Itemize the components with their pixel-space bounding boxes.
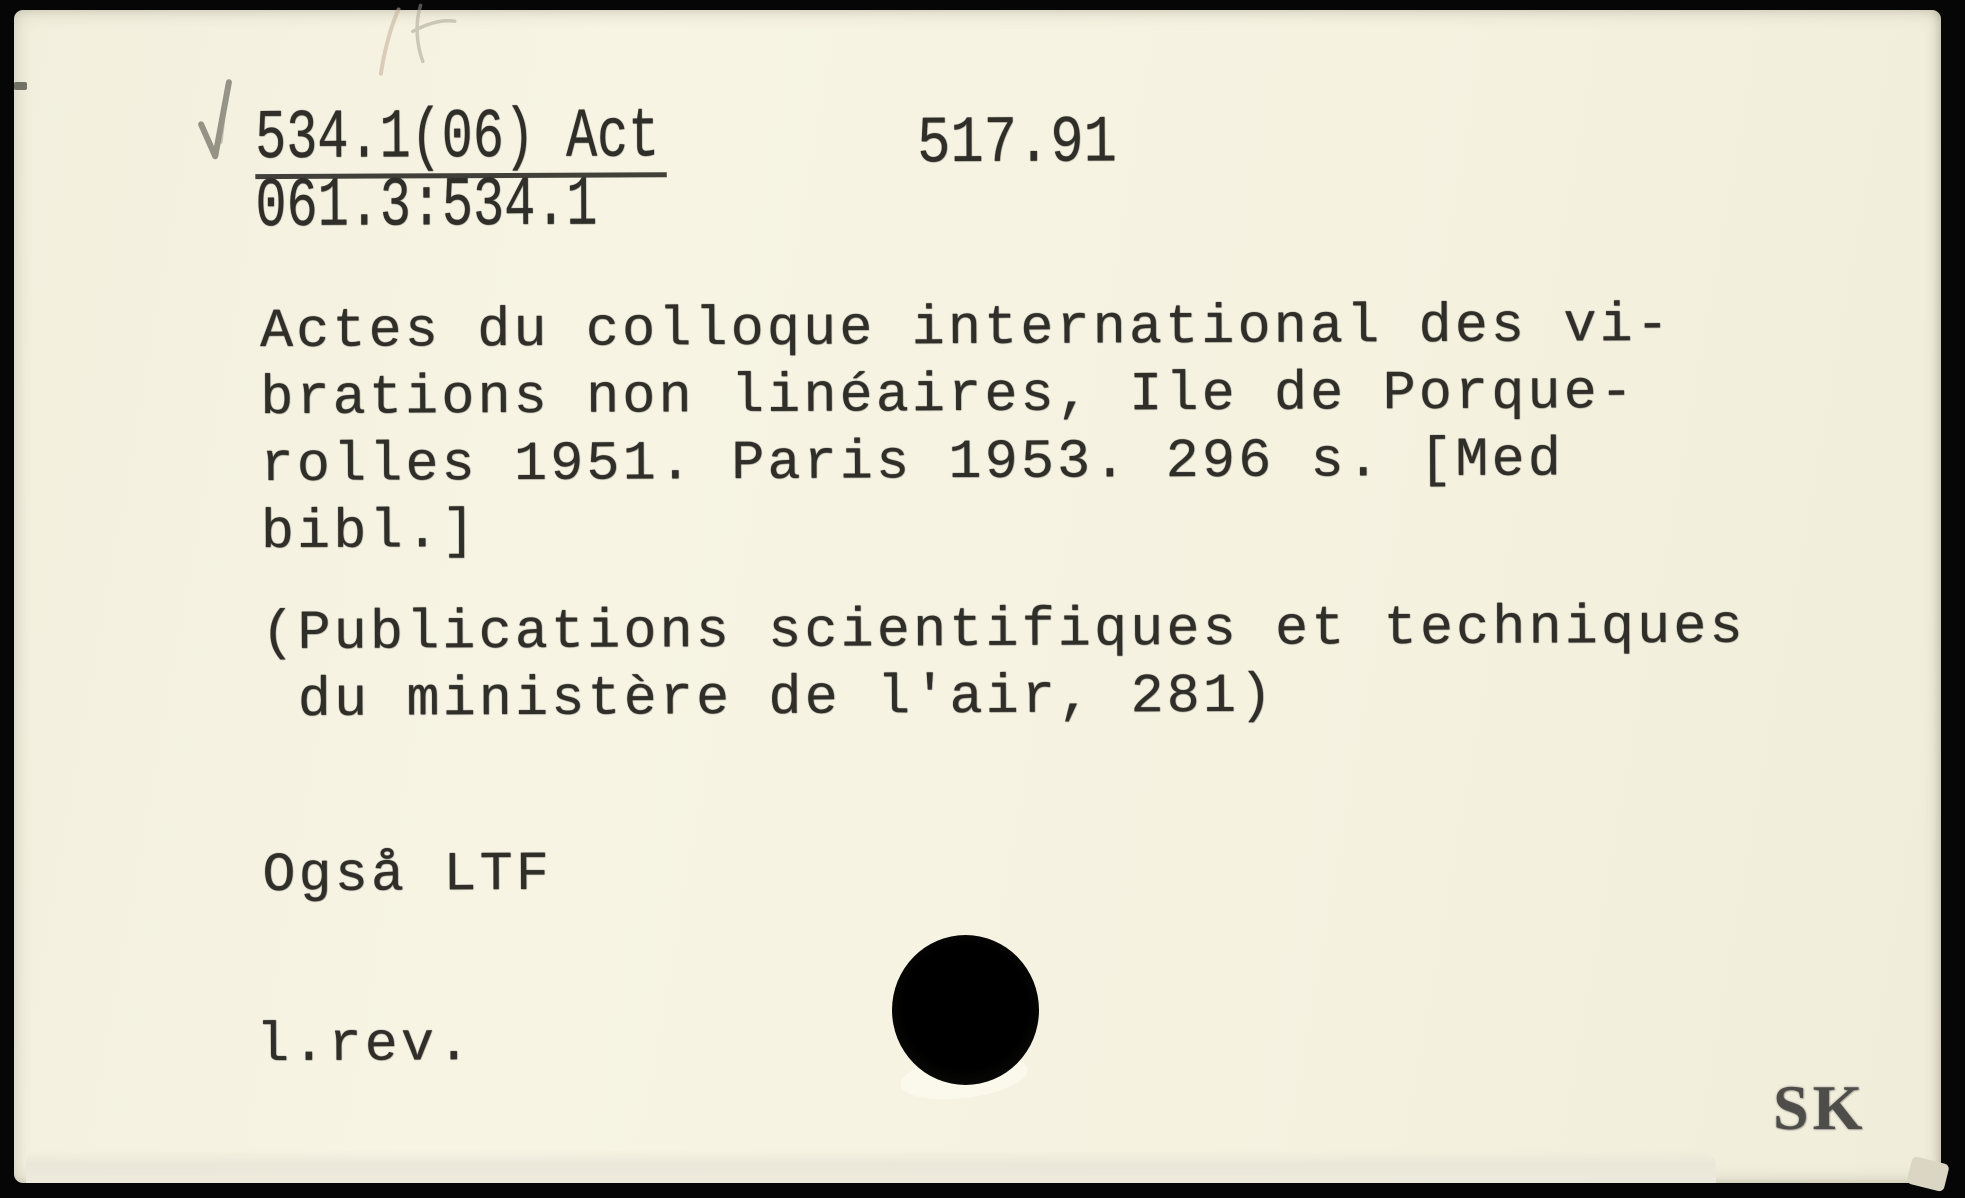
title-line: Actes du colloque international des vi- <box>259 293 1673 364</box>
series-note <box>261 594 1746 734</box>
faint-handwritten-mark <box>343 1 513 82</box>
library-stamp: SK <box>1773 1072 1867 1143</box>
holdings-note: Også LTF <box>262 842 553 908</box>
punch-hole <box>892 935 1039 1085</box>
series-line: (Publications scientifiques et techniques <box>261 595 1746 666</box>
call-number-row <box>254 98 811 180</box>
pencil-checkmark <box>191 72 251 172</box>
catalog-card <box>14 10 1941 1183</box>
secondary-number: 517.91 <box>917 105 1117 182</box>
revision-note: l.rev. <box>255 1013 474 1078</box>
classification-number: 061.3:534.1 <box>255 166 598 248</box>
secondary-number-wrap <box>917 105 1155 182</box>
series-line: du ministère de l'air, 281) <box>261 664 1276 733</box>
call-number-primary: 534.1(06) Act <box>255 104 667 179</box>
title-line: bibl.] <box>260 500 479 565</box>
classification-row <box>255 166 811 248</box>
call-number-block <box>254 98 812 248</box>
title-line: rolles 1951. Paris 1953. 296 s. [Med <box>260 428 1565 498</box>
title-line: brations non linéaires, Ile de Porque- <box>260 361 1637 431</box>
title-paragraph <box>260 292 1673 566</box>
